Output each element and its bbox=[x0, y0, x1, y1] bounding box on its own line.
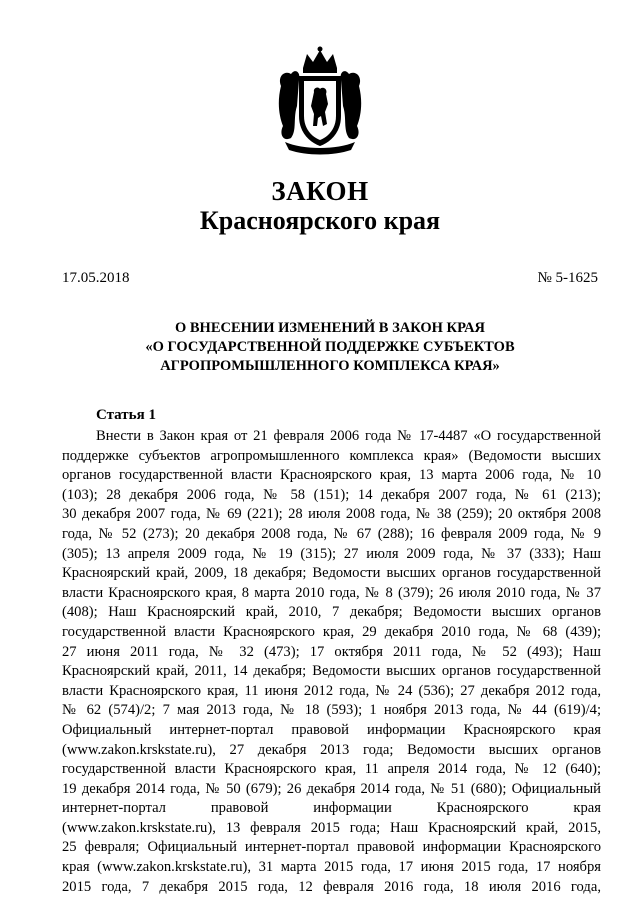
law-heading bbox=[62, 319, 598, 376]
body-line: Красноярский край, 2009, 18 декабря; Ведомости высших органов государственной bbox=[62, 565, 601, 582]
document-number: № 5-1625 bbox=[537, 270, 598, 286]
body-line: Внести в Закон края от 21 февраля 2006 года № 17-4487 «О государственной bbox=[96, 428, 601, 444]
body-line: 19 декабря 2014 года, № 50 (679); 26 декабря 2014 года, № 51 (680); Официальный bbox=[62, 780, 601, 797]
body-line: государственной власти Красноярского края, 29 декабря 2010 года, № 68 (439); bbox=[62, 623, 601, 640]
document-title: ЗАКОН bbox=[271, 176, 369, 206]
body-line: 25 февраля; Официальный интернет-портал правовой информации Красноярского bbox=[62, 839, 601, 856]
body-line: органов государственной власти Красноярского края, 13 марта 2006 года, № 10 bbox=[62, 467, 601, 484]
coat-of-arms-icon bbox=[273, 46, 367, 158]
body-line: интернет-портал правовой информации Красноярского края bbox=[62, 800, 601, 817]
body-line: 27 июня 2011 года, № 32 (473); 17 октября 2011 года, № 52 (493); Наш bbox=[62, 643, 601, 660]
body-line: (www.zakon.krskstate.ru), 27 декабря 2013 года; Ведомости высших органов bbox=[62, 741, 601, 758]
body-line: власти Красноярского края, 8 марта 2010 года, № 8 (379); 26 июля 2010 года, № 37 bbox=[62, 584, 601, 601]
body-line: края (www.zakon.krskstate.ru), 31 марта 2015 года, 17 июня 2015 года, 17 ноября bbox=[62, 859, 601, 876]
body-line: поддержке субъектов агропромышленного комплекса края» (Ведомости высших bbox=[62, 447, 601, 464]
heading-line: «О ГОСУДАРСТВЕННОЙ ПОДДЕРЖКЕ СУБЪЕКТОВ bbox=[145, 339, 515, 355]
body-line: власти Красноярского края, 11 июня 2012 года, № 24 (536); 27 декабря 2012 года, bbox=[62, 682, 601, 699]
article-body bbox=[62, 427, 601, 897]
body-line: года, № 52 (273); 20 декабря 2008 года, № 67 (288); 16 февраля 2009 года, № 9 bbox=[62, 525, 601, 542]
body-line: 30 декабря 2007 года, № 69 (221); 28 июля 2008 года, № 38 (259); 20 октября 2008 bbox=[62, 506, 601, 523]
body-line: № 62 (574)/2; 7 мая 2013 года, № 18 (593); 1 ноября 2013 года, № 44 (619)/4; bbox=[62, 702, 601, 719]
body-line: (103); 28 декабря 2006 года, № 58 (151); 14 декабря 2007 года, № 61 (213); bbox=[62, 486, 601, 503]
document-date: 17.05.2018 bbox=[62, 270, 130, 286]
body-line: (408); Наш Красноярский край, 2010, 7 декабря; Ведомости высших органов bbox=[62, 604, 601, 621]
body-line: (www.zakon.krskstate.ru), 13 февраля 2015 года; Наш Красноярский край, 2015, bbox=[62, 819, 601, 836]
body-line: государственной власти Красноярского края, 11 апреля 2014 года, № 12 (640); bbox=[62, 761, 601, 778]
document-subtitle: Красноярского края bbox=[199, 206, 441, 235]
heading-line: АГРОПРОМЫШЛЕННОГО КОМПЛЕКСА КРАЯ» bbox=[160, 358, 500, 374]
body-line: (305); 13 апреля 2009 года, № 19 (315); 27 июля 2009 года, № 37 (333); Наш bbox=[62, 545, 601, 562]
body-line: 2015 года, 7 декабря 2015 года, 12 февраля 2016 года, 18 июля 2016 года, bbox=[62, 878, 601, 895]
body-line: Официальный интернет-портал правовой информации Красноярского края bbox=[62, 721, 601, 738]
body-line: Красноярский край, 2011, 14 декабря; Ведомости высших органов государственной bbox=[62, 663, 601, 680]
article-title: Статья 1 bbox=[96, 407, 156, 423]
heading-line: О ВНЕСЕНИИ ИЗМЕНЕНИЙ В ЗАКОН КРАЯ bbox=[174, 320, 486, 336]
